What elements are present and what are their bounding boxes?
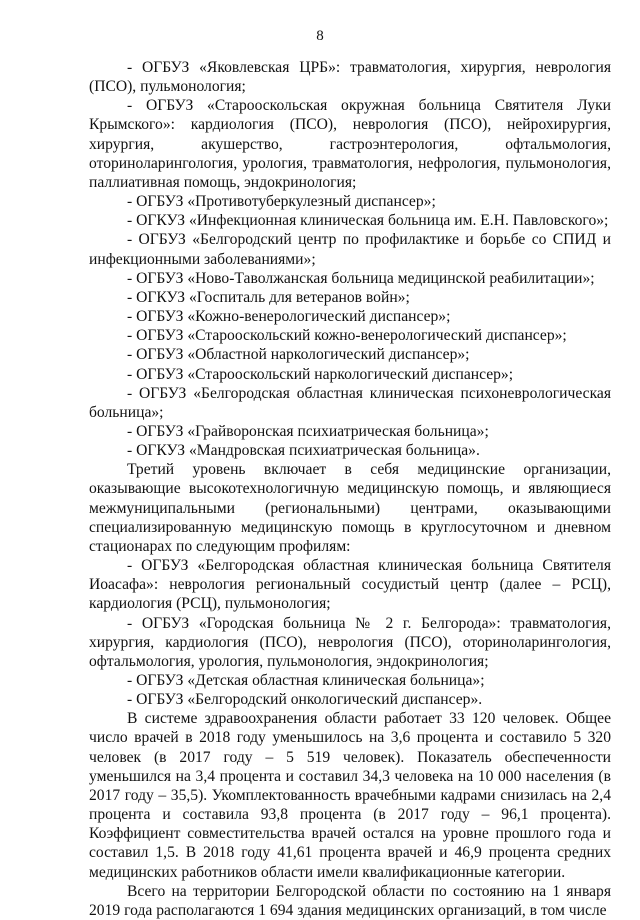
- paragraph: - ОГБУЗ «Грайворонская психиатрическая больница»;: [127, 422, 489, 440]
- paragraph: - ОГБУЗ «Городская больница № 2 г. Белгорода»: травматология, хирургия, кардиология (ПСО), неврология (ПСО), оториноларингология, офтальмология, урология, пульмонология, эндокринология;: [89, 614, 611, 670]
- paragraph: Всего на территории Белгородской области по состоянию на 1 января 2019 года располагаются 1 694 здания медицинских организаций, в том числе: [89, 882, 611, 919]
- paragraph: - ОГБУЗ «Кожно-венерологический диспансер»;: [127, 308, 451, 326]
- paragraph: - ОГКУЗ «Госпиталь для ветеранов войн»;: [127, 288, 410, 306]
- paragraph: Третий уровень включает в себя медицинские организации, оказывающие высокотехнологичную медицинскую помощь, и являющиеся межмуниципальными (региональными) центрами, оказывающими специализированную медицинскую помощь в круглосуточном и дневном стационарах по следующим профилям:: [89, 461, 611, 555]
- paragraph: - ОГБУЗ «Яковлевская ЦРБ»: травматология, хирургия, неврология (ПСО), пульмонология;: [89, 59, 611, 96]
- paragraph: - ОГБУЗ «Белгородский онкологический диспансер».: [127, 691, 483, 709]
- paragraph: - ОГБУЗ «Старооскольский наркологический диспансер»;: [127, 365, 514, 383]
- paragraph: - ОГБУЗ «Белгородский центр по профилактике и борьбе со СПИД и инфекционными заболеваниями»;: [89, 231, 611, 268]
- paragraph: - ОГБУЗ «Белгородская областная клиническая психоневрологическая больница»;: [89, 384, 611, 421]
- document-body: [89, 58, 611, 920]
- paragraph: - ОГБУЗ «Белгородская областная клиническая больница Святителя Иоасафа»: неврология региональный сосудистый центр (далее – РСЦ), кардиология (РСЦ), пульмонология;: [89, 557, 611, 613]
- paragraph: - ОГБУЗ «Старооскольский кожно-венерологический диспансер»;: [127, 327, 567, 345]
- paragraph: - ОГБУЗ «Областной наркологический диспансер»;: [127, 346, 470, 364]
- paragraph: - ОГБУЗ «Ново-Таволжанская больница медицинской реабилитации»;: [127, 269, 595, 287]
- paragraph: В системе здравоохранения области работает 33 120 человек. Общее число врачей в 2018 году уменьшилось на 3,6 процента и составило 5 320 человек (в 2017 году – 5 519 человек). Показатель обеспеченности уменьшился на 3,4 процента и составил 34,3 человека на 10 000 населения (в 2017 году – 35,5). Укомплектованность врачебными кадрами снизилась на 2,4 процента и составила 93,8 процента (в 2017 году – 96,1 процента). Коэффициент совместительства врачей остался на уровне прошлого года и составил 1,5. В 2018 году 41,61 процента врачей и 46,9 процента средних медицинских работников области имели квалификационные категории.: [89, 710, 611, 881]
- page-number: 8: [316, 28, 324, 44]
- paragraph: - ОГКУЗ «Инфекционная клиническая больница им. Е.Н. Павловского»;: [127, 212, 609, 230]
- paragraph: - ОГКУЗ «Мандровская психиатрическая больница».: [127, 442, 480, 460]
- paragraph: - ОГБУЗ «Старооскольская окружная больница Святителя Луки Крымского»: кардиология (ПСО), неврология (ПСО), нейрохирургия, хирургия, акушерство, гастроэнтерология, офтальмология, оториноларингология, урология, травматология, нефрология, пульмонология, паллиативная помощь, эндокринология;: [89, 97, 611, 191]
- paragraph: - ОГБУЗ «Детская областная клиническая больница»;: [127, 672, 485, 689]
- paragraph: - ОГБУЗ «Противотуберкулезный диспансер»;: [127, 193, 436, 211]
